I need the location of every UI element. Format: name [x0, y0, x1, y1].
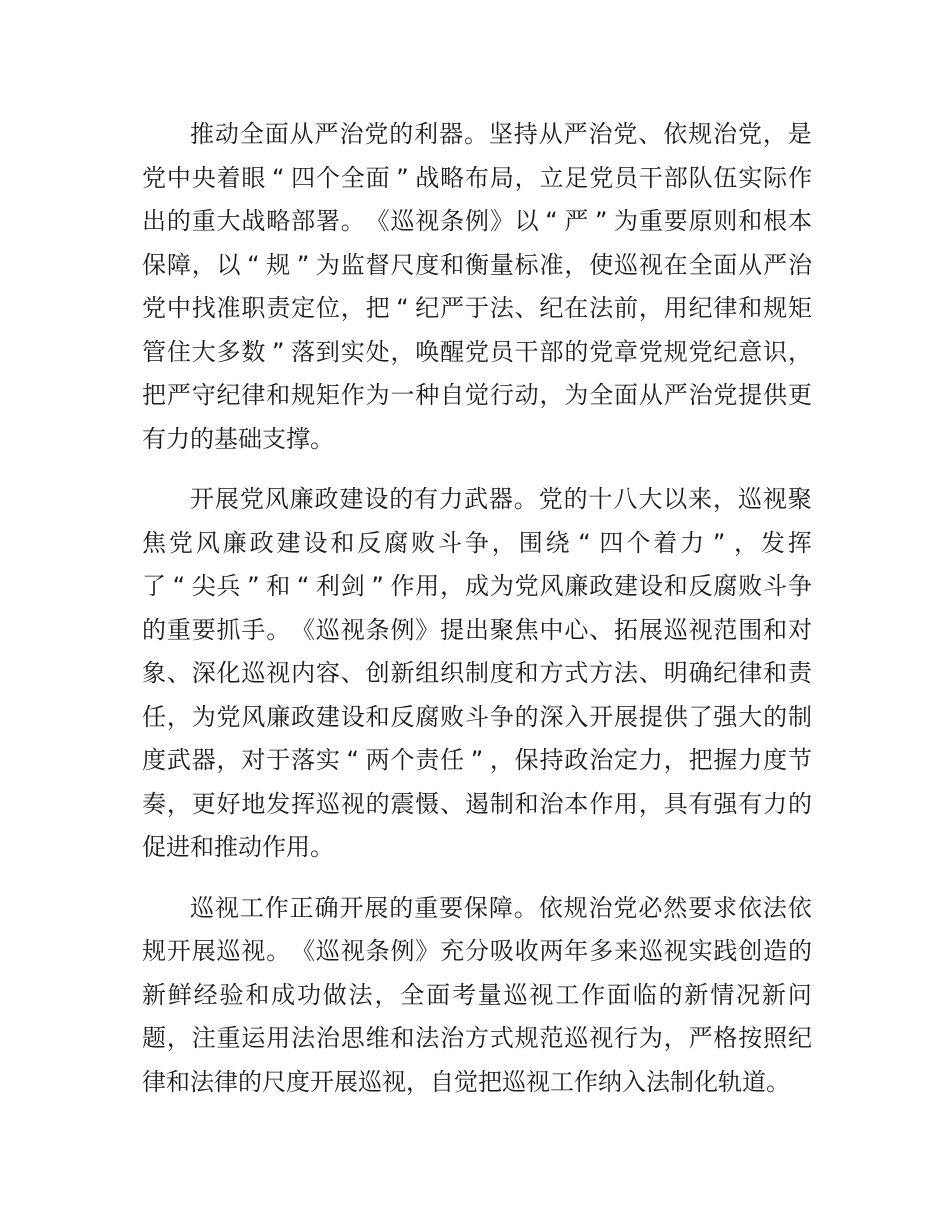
text-line: 规 开 展 巡 视 。 《 巡 视 条 例 》 充 分 吸 收 两 年 多 来 巡 视 实 践 创 造 的: [142, 937, 812, 965]
paragraph: [142, 479, 812, 871]
text-line: 推 动 全 面 从 严 治 党 的 利 器 。 坚 持 从 严 治 党 、 依 规 治 党 ， 是: [190, 120, 812, 148]
text-line: 管 住 大 多 数 ” 落 到 实 处 ， 唤 醒 党 员 干 部 的 党 章 党 规 党 纪 意 识 ，: [142, 337, 812, 366]
text-line: 象 、 深 化 巡 视 内 容 、 创 新 组 织 制 度 和 方 式 方 法 、 明 确 纪 律 和 责: [142, 659, 812, 687]
text-line: 党 中 找 准 职 责 定 位 ， 把 “ 纪 严 于 法 、 纪 在 法 前 ， 用 纪 律 和 规 矩: [142, 294, 812, 322]
paragraph: [142, 114, 812, 462]
text-line: 度 武 器 ， 对 于 落 实 “ 两 个 责 任 ” ， 保 持 政 治 定 力 ， 把 握 力 度 节: [142, 746, 812, 774]
text-line: 有 力 的 基 础 支 撑 。: [142, 424, 334, 453]
text-line: 新 鲜 经 验 和 成 功 做 法 ， 全 面 考 量 巡 视 工 作 面 临 的 新 情 况 新 问: [142, 980, 812, 1009]
paragraph: [142, 888, 812, 1106]
text-line: 保 障 ， 以 “ 规 ” 为 监 督 尺 度 和 衡 量 标 准 ， 使 巡 视 在 全 面 从 严 治: [142, 250, 812, 279]
text-line: 出 的 重 大 战 略 部 署 。 《 巡 视 条 例 》 以 “ 严 ” 为 重 要 原 则 和 根 本: [142, 207, 812, 235]
text-line: 了 “ 尖 兵 ” 和 “ 利 剑 ” 作 用 ， 成 为 党 风 廉 政 建 设 和 反 腐 败 斗 争: [142, 572, 812, 600]
text-line: 促 进 和 推 动 作 用 。: [142, 833, 334, 861]
text-line: 党 中 央 着 眼 “ 四 个 全 面 ” 战 略 布 局 ， 立 足 党 员 干 部 队 伍 实 际 作: [142, 163, 812, 192]
text-line: 题 ， 注 重 运 用 法 治 思 维 和 法 治 方 式 规 范 巡 视 行 为 ， 严 格 按 照 纪: [142, 1024, 812, 1052]
text-line: 开 展 党 风 廉 政 建 设 的 有 力 武 器 。 党 的 十 八 大 以 来 ， 巡 视 聚: [190, 485, 812, 513]
text-line: 奏 ， 更 好 地 发 挥 巡 视 的 震 慑 、 遏 制 和 治 本 作 用 ， 具 有 强 有 力 的: [142, 789, 812, 818]
text-line: 把 严 守 纪 律 和 规 矩 作 为 一 种 自 觉 行 动 ， 为 全 面 从 严 治 党 提 供 更: [142, 381, 812, 409]
text-line: 任 ， 为 党 风 廉 政 建 设 和 反 腐 败 斗 争 的 深 入 开 展 提 供 了 强 大 的 制: [142, 702, 812, 731]
text-line: 焦 党 风 廉 政 建 设 和 反 腐 败 斗 争 ， 围 绕 “ 四 个 着 力 ” ， 发 挥: [142, 528, 812, 557]
text-line: 巡 视 工 作 正 确 开 展 的 重 要 保 障 。 依 规 治 党 必 然 要 求 依 法 依: [190, 893, 812, 922]
text-line: 的 重 要 抓 手 。 《 巡 视 条 例 》 提 出 聚 焦 中 心 、 拓 展 巡 视 范 围 和 对: [142, 615, 812, 644]
text-line: 律 和 法 律 的 尺 度 开 展 巡 视 ， 自 觉 把 巡 视 工 作 纳 入 法 制 化 轨 道 。: [142, 1067, 790, 1096]
